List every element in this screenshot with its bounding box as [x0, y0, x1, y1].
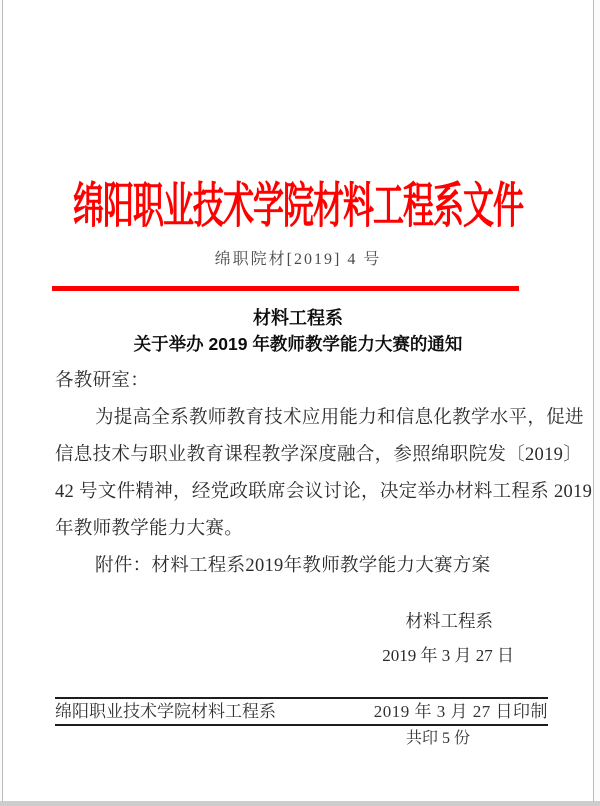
body-line: 信息技术与职业教育课程教学深度融合，参照绵职院发〔2019〕 — [55, 445, 583, 465]
body-line: 为提高全系教师教育技术应用能力和信息化教学水平，促进 — [95, 408, 584, 428]
attachment-line: 附件：材料工程系2019年教师教学能力大赛方案 — [95, 556, 491, 576]
footer-copies-count: 共印 5 份 — [405, 730, 470, 747]
red-header-title: 绵阳职业技术学院材料工程系文件 — [73, 178, 523, 233]
signature-date: 2019 年 3 月 27 日 — [382, 646, 514, 665]
red-divider-rule — [52, 286, 519, 291]
body-text — [55, 363, 593, 585]
footer-imprint-row — [55, 699, 548, 726]
body-line: 年教师教学能力大赛。 — [55, 519, 244, 539]
notice-title: 关于举办 2019 年教师教学能力大赛的通知 — [133, 334, 463, 354]
footer-print-date: 2019 年 3 月 27 日印制 — [373, 702, 548, 721]
document-page — [2, 0, 594, 802]
document-footer — [55, 697, 548, 750]
body-line: 42 号文件精神，经党政联席会议讨论，决定举办材料工程系 2019 — [55, 482, 593, 502]
signature-department: 材料工程系 — [405, 611, 493, 631]
document-number: 绵职院材[2019] 4 号 — [214, 251, 382, 268]
footer-issuer: 绵阳职业技术学院材料工程系 — [55, 702, 276, 721]
department-heading: 材料工程系 — [253, 308, 343, 328]
body-salutation: 各教研室： — [55, 371, 150, 391]
page-bottom-gutter — [0, 801, 600, 806]
